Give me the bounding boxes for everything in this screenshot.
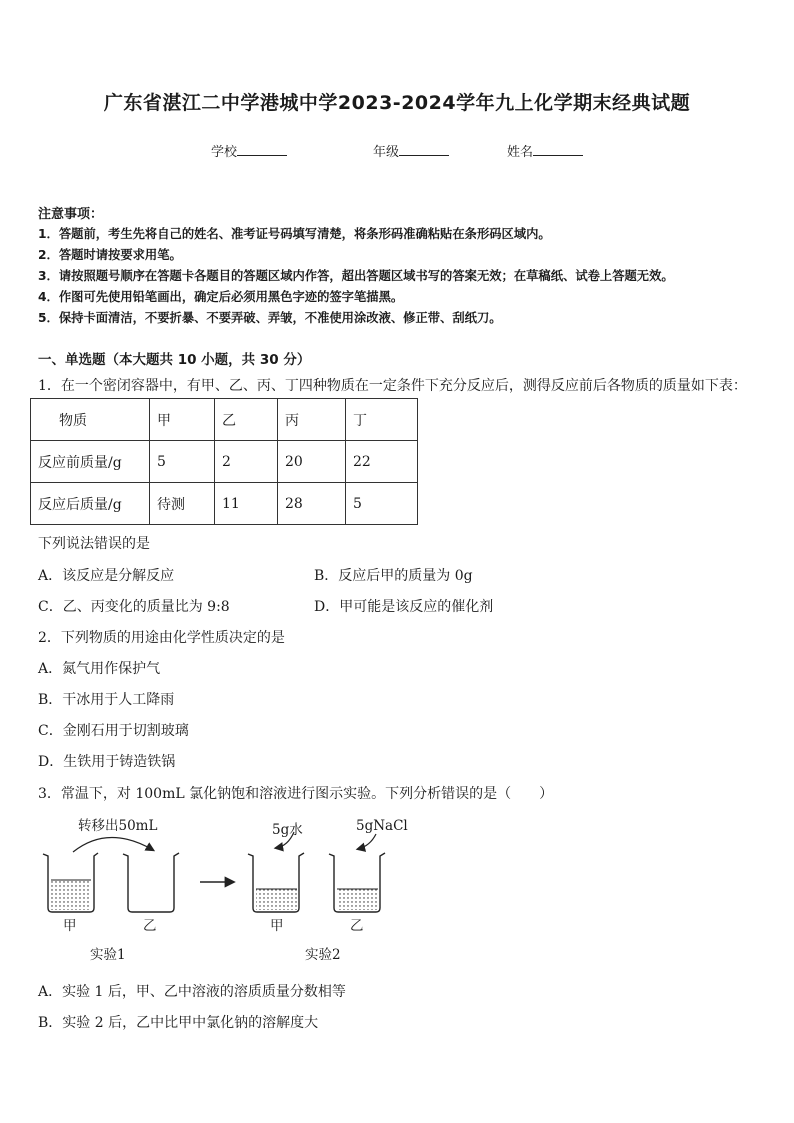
table-cell: 待测 [150, 483, 215, 525]
name-label: 姓名 [507, 145, 534, 160]
experiment-2-label: 实验2 [305, 947, 341, 963]
table-cell: 反应前质量/g [31, 441, 150, 483]
q2-option-b[interactable]: B．干冰用于人工降雨 [38, 692, 175, 708]
notice-item: 3．请按照题号顺序在答题卡各题目的答题区域内作答，超出答题区域书写的答案无效；在草稿纸、试卷上答题无效。 [38, 269, 674, 283]
beaker-yi-exp1 [123, 853, 179, 912]
beaker-yi-exp2 [329, 853, 385, 912]
table-cell: 11 [215, 483, 278, 525]
table-cell: 5 [346, 483, 418, 525]
transfer-label: 转移出50mL [78, 818, 158, 834]
experiment-1-label: 实验1 [90, 947, 126, 963]
grade-blank[interactable] [399, 143, 449, 156]
table-cell: 5 [150, 441, 215, 483]
q2-option-d[interactable]: D．生铁用于铸造铁锅 [38, 754, 176, 770]
q1-stem: 1．在一个密闭容器中，有甲、乙、丙、丁四种物质在一定条件下充分反应后，测得反应前后各物质的质量如下表： [38, 378, 747, 394]
table-header-cell: 乙 [215, 399, 278, 441]
table-cell: 20 [278, 441, 346, 483]
table-header-cell: 甲 [150, 399, 215, 441]
notice-item: 4．作图可先使用铅笔画出，确定后必须用黑色字迹的签字笔描黑。 [38, 290, 404, 304]
q1-mass-table [30, 398, 418, 525]
name-blank[interactable] [533, 143, 583, 156]
beaker-label-jia: 甲 [270, 918, 284, 934]
q1-prompt: 下列说法错误的是 [38, 536, 150, 552]
notice-heading: 注意事项： [38, 207, 104, 222]
q2-option-c[interactable]: C．金刚石用于切割玻璃 [38, 723, 189, 739]
name-field [507, 141, 583, 160]
beaker-jia-exp2 [248, 853, 304, 912]
q1-option-a[interactable]: A．该反应是分解反应 [38, 568, 175, 584]
nacl-arrow [358, 834, 376, 849]
section-heading: 一、单选题（本大题共 10 小题，共 30 分） [38, 352, 311, 368]
q3-option-a[interactable]: A．实验 1 后，甲、乙中溶液的溶质质量分数相等 [38, 984, 346, 1000]
table-header-cell: 物质 [31, 399, 150, 441]
q3-stem: 3．常温下，对 100mL 氯化钠饱和溶液进行图示实验。下列分析错误的是（ ） [38, 786, 554, 802]
grade-field [373, 141, 449, 160]
grade-label: 年级 [373, 145, 400, 160]
beaker-label-yi: 乙 [350, 918, 364, 934]
transfer-arrow [73, 837, 153, 852]
q2-option-a[interactable]: A．氮气用作保护气 [38, 661, 161, 677]
beaker-jia-exp1 [43, 853, 98, 912]
table-cell: 28 [278, 483, 346, 525]
table-header-row [31, 399, 418, 441]
table-header-cell: 丁 [346, 399, 418, 441]
table-row [31, 441, 418, 483]
table-cell: 反应后质量/g [31, 483, 150, 525]
water-label: 5g水 [272, 822, 303, 838]
nacl-label: 5gNaCl [356, 818, 408, 834]
page-title: 广东省湛江二中学港城中学2023-2024学年九上化学期末经典试题 [103, 92, 691, 114]
notice-item: 1．答题前，考生先将自己的姓名、准考证号码填写清楚，将条形码准确粘贴在条形码区域内。 [38, 227, 551, 241]
table-cell: 22 [346, 441, 418, 483]
q1-option-b[interactable]: B．反应后甲的质量为 0g [314, 568, 473, 584]
notice-item: 5．保持卡面清洁，不要折暴、不要弄破、弄皱，不准使用涂改液、修正带、刮纸刀。 [38, 311, 502, 325]
beaker-label-jia: 甲 [63, 918, 77, 934]
school-field [211, 141, 287, 160]
q1-option-c[interactable]: C．乙、丙变化的质量比为 9:8 [38, 599, 230, 615]
school-label: 学校 [211, 145, 238, 160]
notice-item: 2．答题时请按要求用笔。 [38, 248, 182, 262]
table-header-cell: 丙 [278, 399, 346, 441]
q3-option-b[interactable]: B．实验 2 后，乙中比甲中氯化钠的溶解度大 [38, 1015, 319, 1031]
q2-stem: 2．下列物质的用途由化学性质决定的是 [38, 630, 285, 646]
q1-option-d[interactable]: D．甲可能是该反应的催化剂 [314, 599, 494, 615]
table-cell: 2 [215, 441, 278, 483]
beaker-label-yi: 乙 [143, 918, 157, 934]
school-blank[interactable] [237, 143, 287, 156]
table-row [31, 483, 418, 525]
